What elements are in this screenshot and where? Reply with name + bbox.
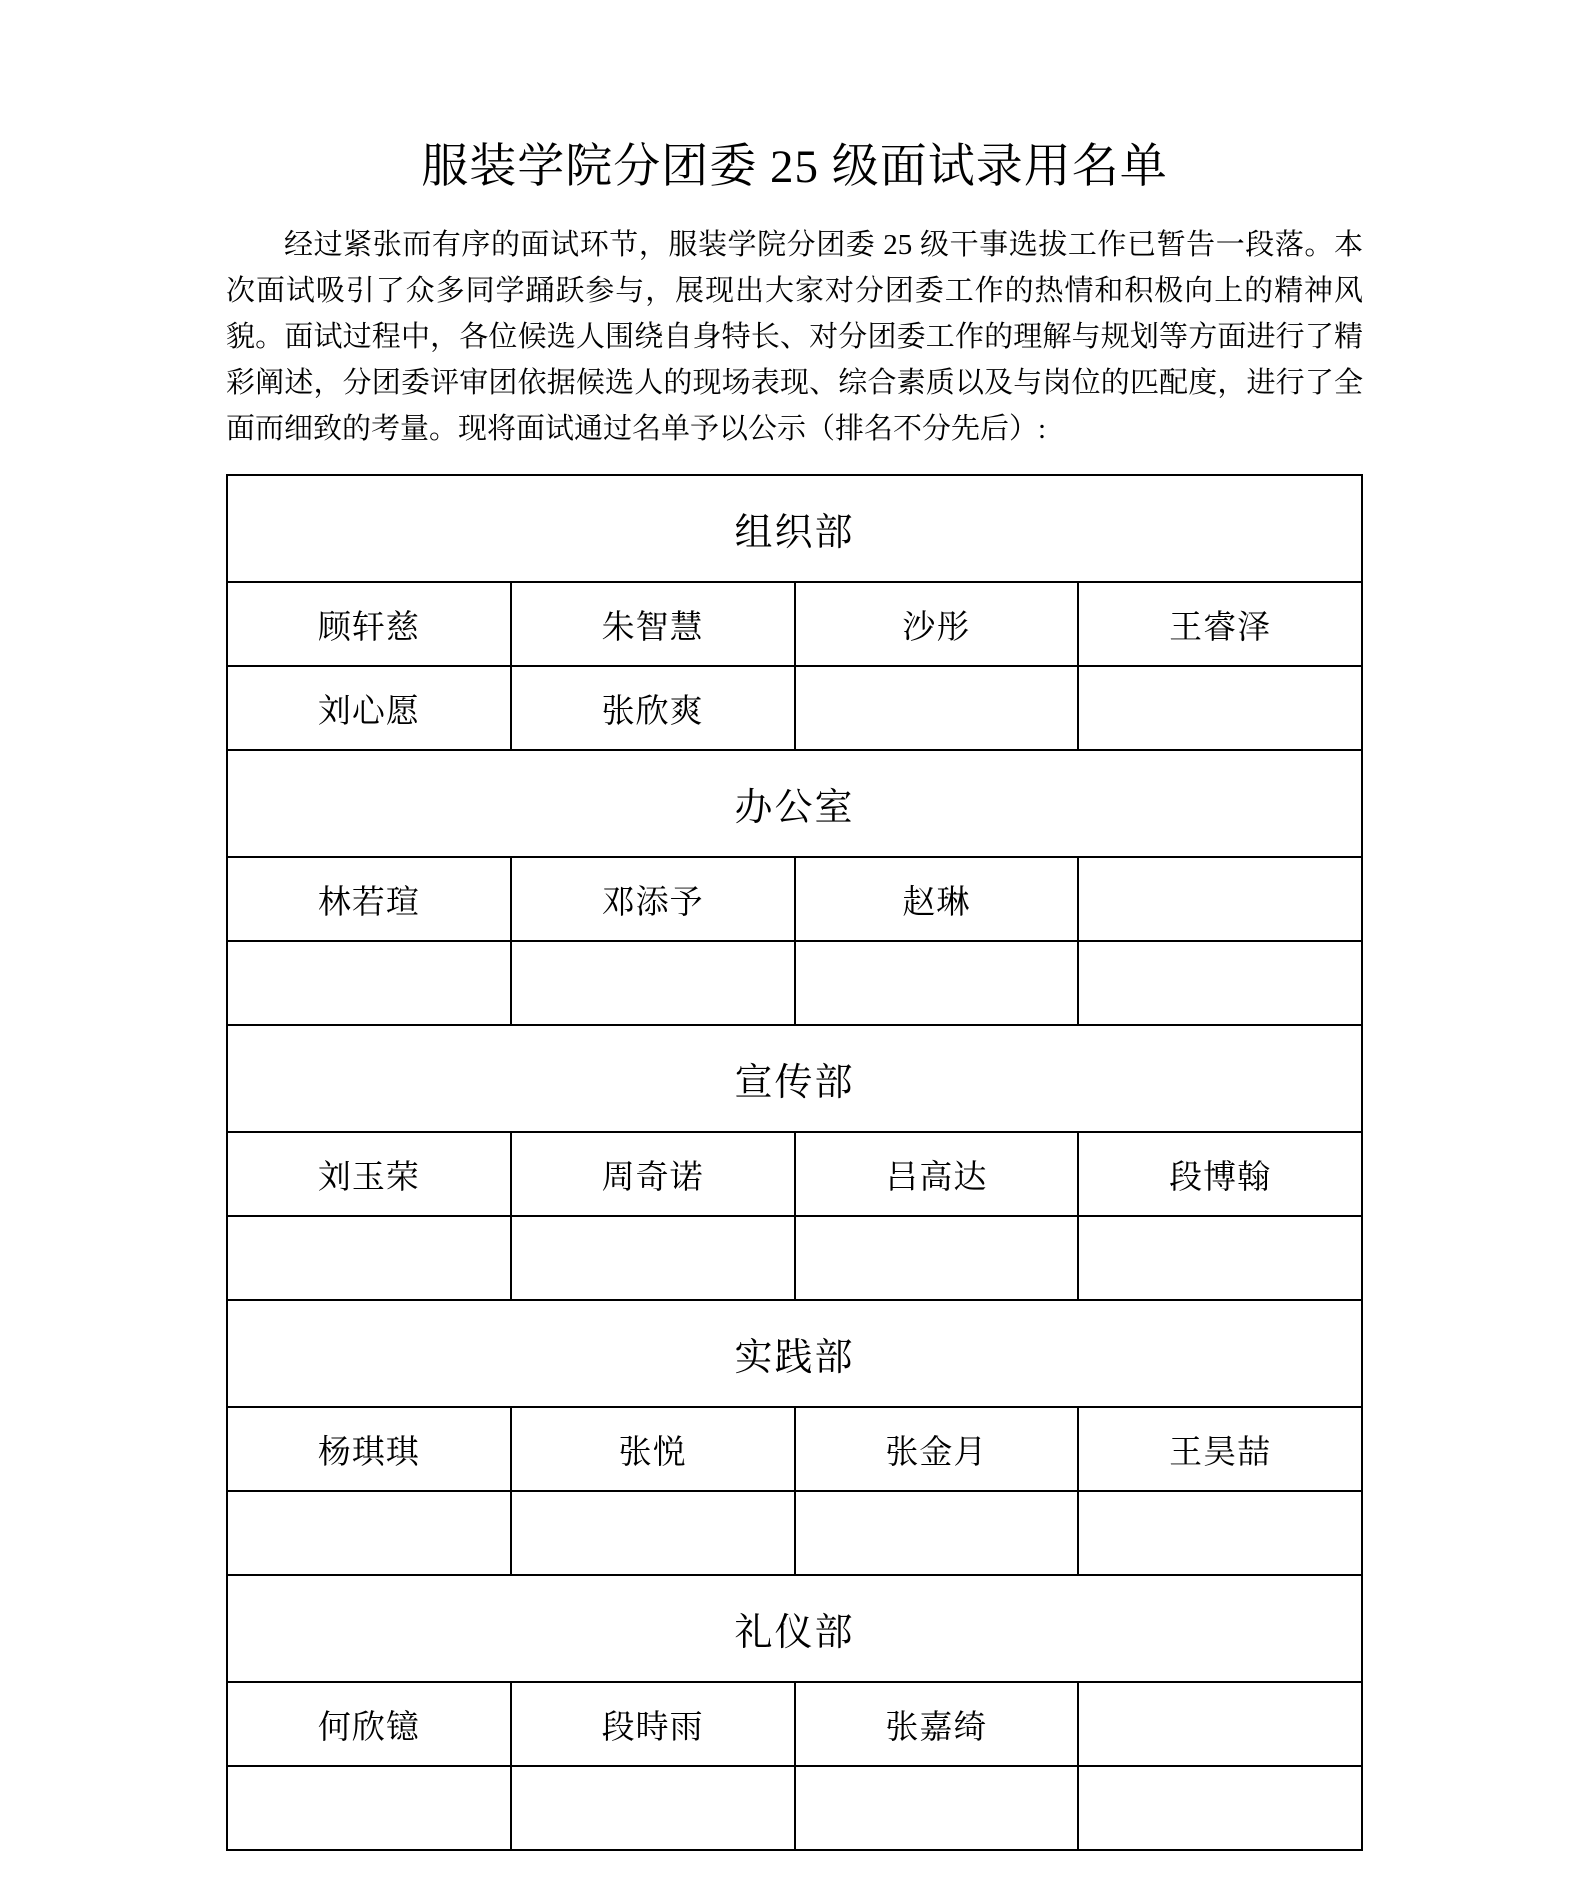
empty-cell <box>1078 1216 1362 1300</box>
member-row <box>227 857 1362 941</box>
empty-cell <box>1078 857 1362 941</box>
member-name-cell: 张金月 <box>795 1407 1079 1491</box>
intro-paragraph: 经过紧张而有序的面试环节，服装学院分团委 25 级干事选拔工作已暂告一段落。本次面试吸引了众多同学踊跃参与，展现出大家对分团委工作的热情和积极向上的精神风貌。面试过程中，各位候选人围绕自身特长、对分团委工作的理解与规划等方面进行了精彩阐述，分团委评审团依据候选人的现场表现、综合素质以及与岗位的匹配度，进行了全面而细致的考量。现将面试通过名单予以公示（排名不分先后）: <box>226 229 1363 445</box>
member-name-cell: 赵琳 <box>795 857 1079 941</box>
empty-cell <box>1078 1766 1362 1850</box>
department-header-cell: 办公室 <box>227 750 1362 857</box>
empty-cell <box>227 1766 511 1850</box>
document-title: 服装学院分团委 25 级面试录用名单 <box>421 141 1168 193</box>
member-row <box>227 1216 1362 1300</box>
member-name-cell: 张悦 <box>511 1407 795 1491</box>
member-name-cell: 刘玉荣 <box>227 1132 511 1216</box>
empty-cell <box>511 941 795 1025</box>
member-row <box>227 582 1362 666</box>
empty-cell <box>1078 1682 1362 1766</box>
member-row <box>227 1491 1362 1575</box>
department-section-row <box>227 750 1362 857</box>
empty-cell <box>227 1216 511 1300</box>
member-name-cell: 杨琪琪 <box>227 1407 511 1491</box>
empty-cell <box>511 1766 795 1850</box>
member-name-cell: 邓添予 <box>511 857 795 941</box>
member-name-cell: 刘心愿 <box>227 666 511 750</box>
department-header-cell: 实践部 <box>227 1300 1362 1407</box>
empty-cell <box>795 666 1079 750</box>
member-name-cell: 林若瑄 <box>227 857 511 941</box>
empty-cell <box>511 1491 795 1575</box>
empty-cell <box>227 941 511 1025</box>
department-header-cell: 宣传部 <box>227 1025 1362 1132</box>
department-section-row <box>227 1575 1362 1682</box>
empty-cell <box>1078 666 1362 750</box>
member-name-cell: 沙彤 <box>795 582 1079 666</box>
empty-cell <box>795 1491 1079 1575</box>
member-name-cell: 段時雨 <box>511 1682 795 1766</box>
member-name-cell: 吕高达 <box>795 1132 1079 1216</box>
member-name-cell: 王睿泽 <box>1078 582 1362 666</box>
department-header-cell: 组织部 <box>227 475 1362 582</box>
empty-cell <box>511 1216 795 1300</box>
department-section-row <box>227 475 1362 582</box>
department-section-row <box>227 1025 1362 1132</box>
empty-cell <box>795 1766 1079 1850</box>
roster-table-body <box>227 475 1362 1850</box>
empty-cell <box>795 1216 1079 1300</box>
department-section-row <box>227 1300 1362 1407</box>
empty-cell <box>227 1491 511 1575</box>
department-header-cell: 礼仪部 <box>227 1575 1362 1682</box>
member-name-cell: 张欣爽 <box>511 666 795 750</box>
member-row <box>227 1132 1362 1216</box>
member-row <box>227 1682 1362 1766</box>
member-name-cell: 王昊喆 <box>1078 1407 1362 1491</box>
member-row <box>227 1407 1362 1491</box>
page-content <box>226 136 1363 1851</box>
member-row <box>227 666 1362 750</box>
member-name-cell: 段博翰 <box>1078 1132 1362 1216</box>
member-name-cell: 何欣镱 <box>227 1682 511 1766</box>
member-row <box>227 941 1362 1025</box>
recruitment-roster-table <box>226 474 1363 1851</box>
member-name-cell: 朱智慧 <box>511 582 795 666</box>
empty-cell <box>1078 1491 1362 1575</box>
member-name-cell: 张嘉绮 <box>795 1682 1079 1766</box>
empty-cell <box>795 941 1079 1025</box>
empty-cell <box>1078 941 1362 1025</box>
member-name-cell: 顾轩慈 <box>227 582 511 666</box>
member-row <box>227 1766 1362 1850</box>
member-name-cell: 周奇诺 <box>511 1132 795 1216</box>
